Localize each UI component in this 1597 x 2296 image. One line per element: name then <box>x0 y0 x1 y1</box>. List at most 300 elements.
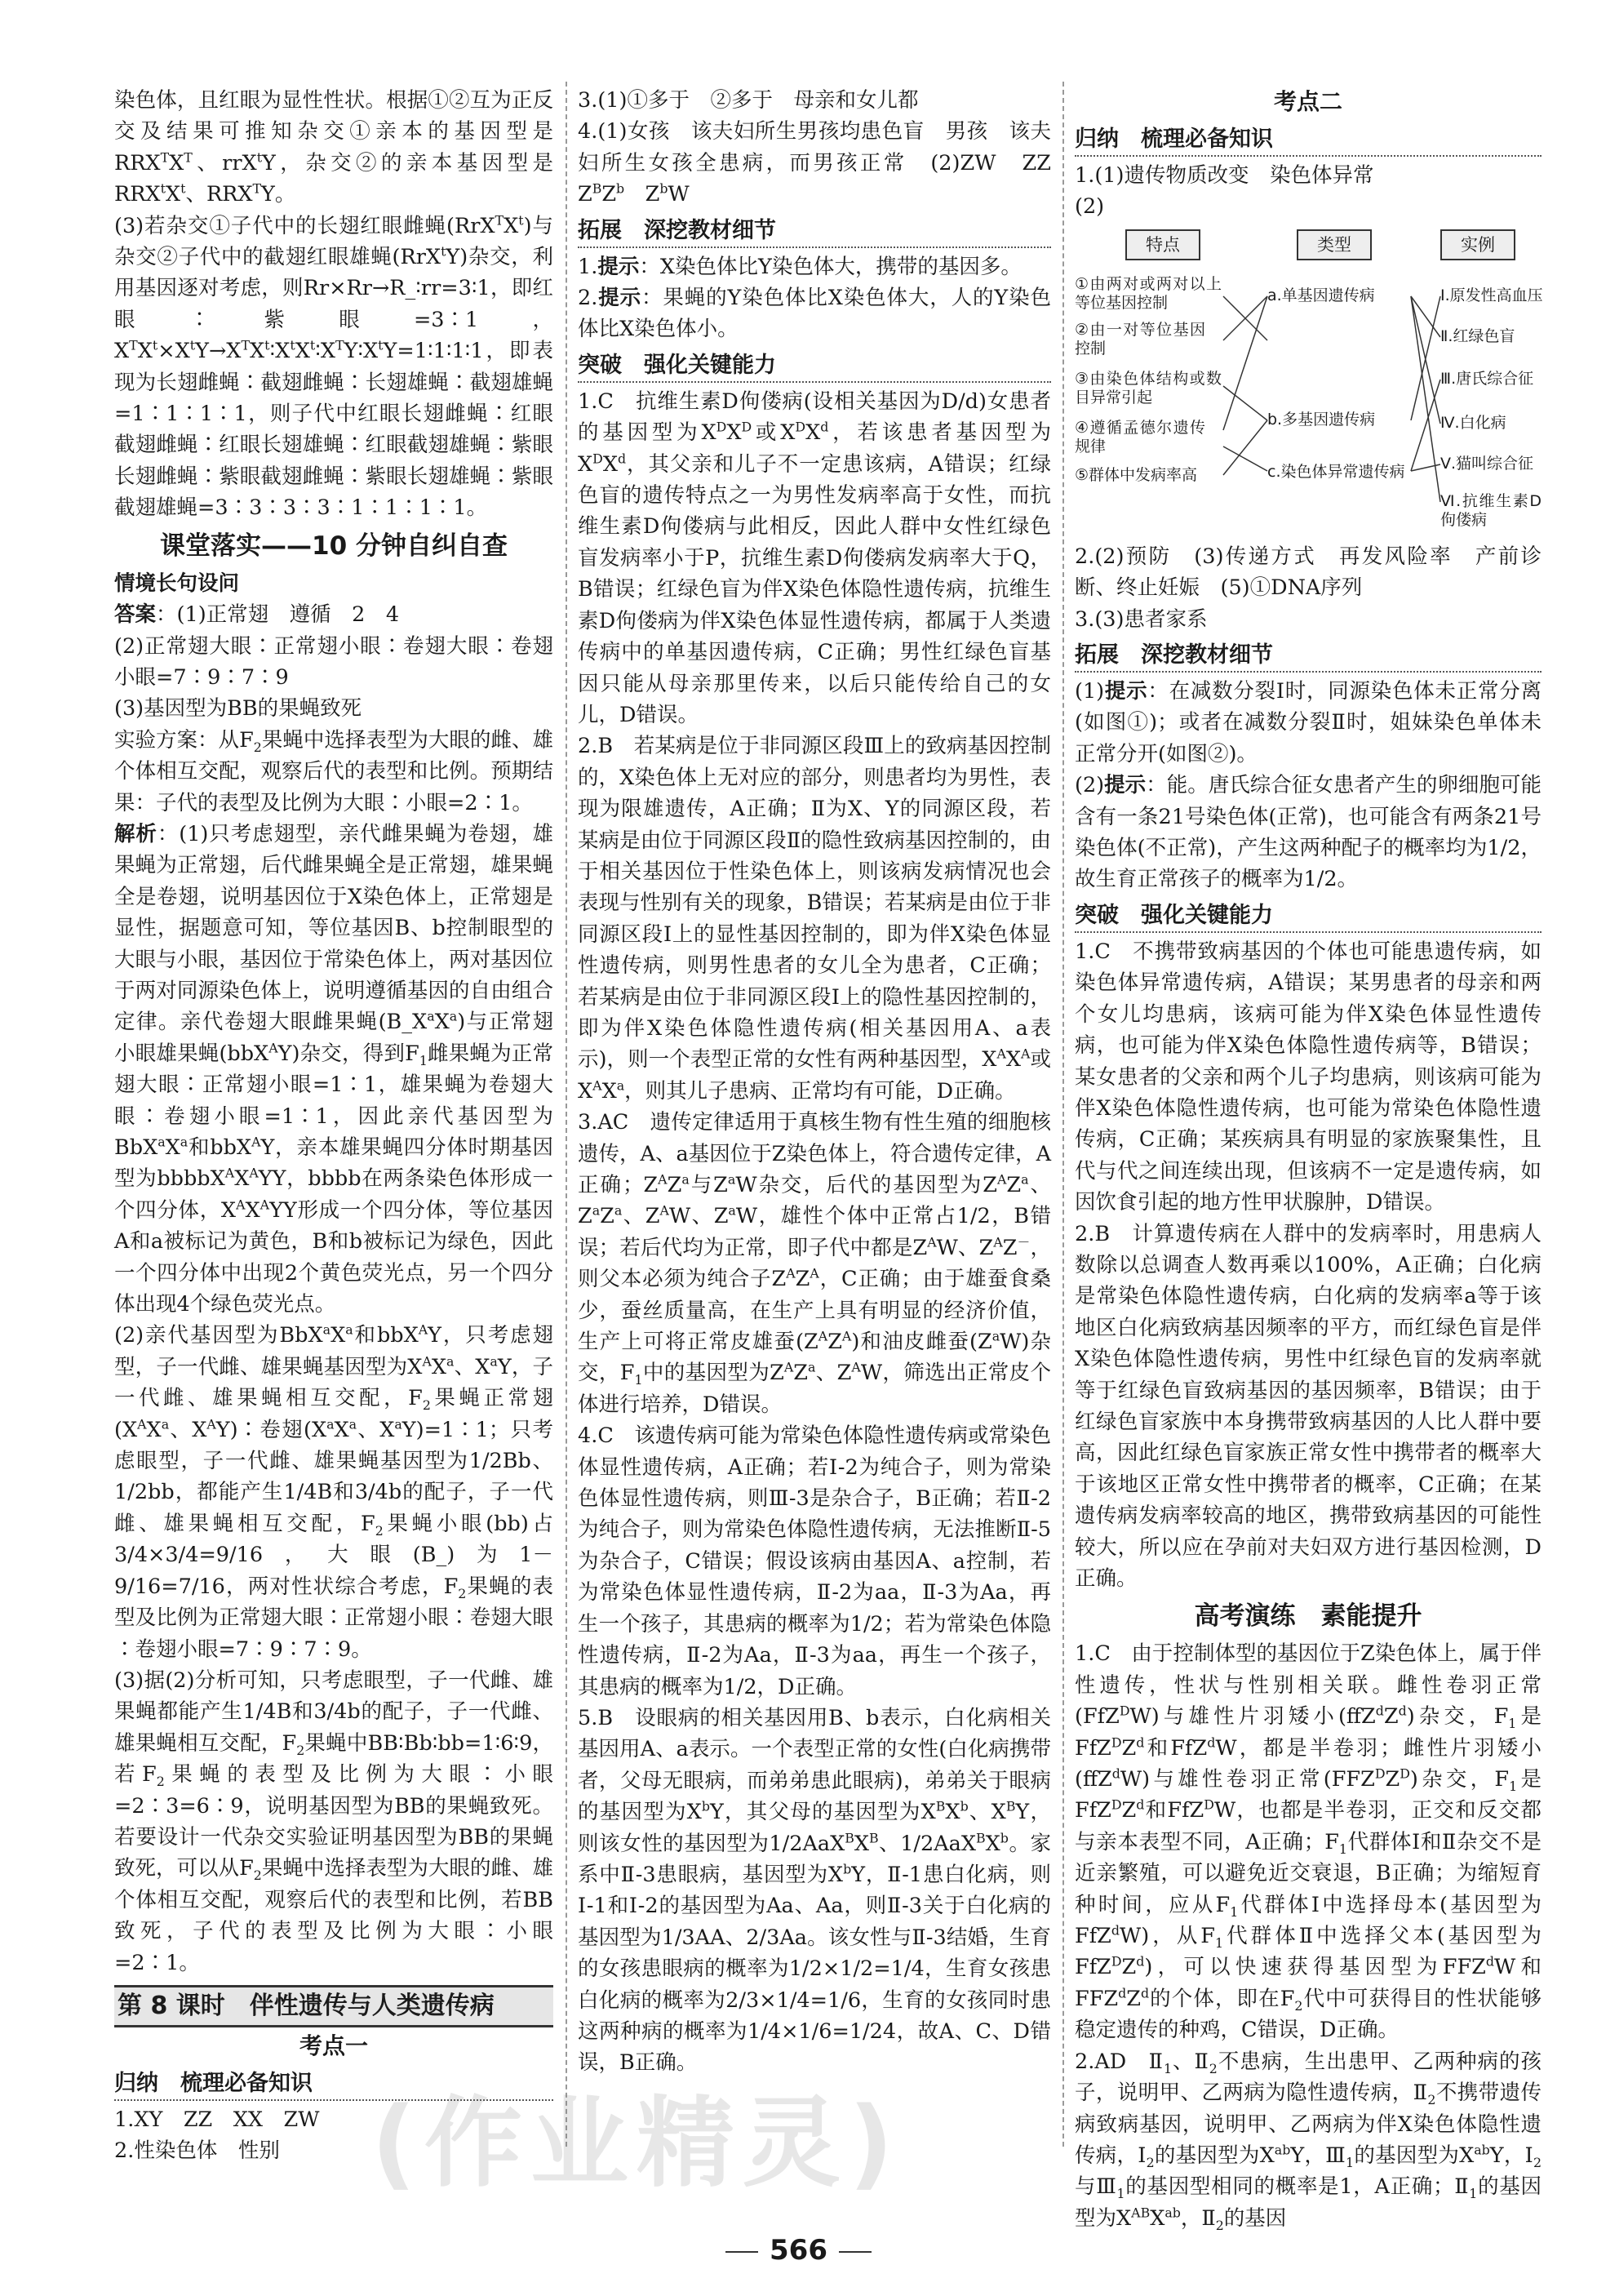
text: X <box>805 420 821 446</box>
superscript: D <box>1400 1765 1410 1782</box>
superscript: a <box>728 1202 736 1219</box>
superscript: A <box>818 1328 828 1344</box>
diagram-example-1: Ⅰ.原发性高血压 <box>1440 286 1543 304</box>
text: X <box>146 1417 162 1442</box>
superscript: t <box>180 180 186 197</box>
superscript: A <box>927 1234 937 1250</box>
text: X <box>165 1135 180 1160</box>
section-heading-summary: 归纳 梳理必备知识 <box>114 2068 553 2101</box>
superscript: D <box>592 451 603 467</box>
text: )杂交，F <box>1409 1767 1510 1792</box>
text: 、X <box>357 1417 395 1442</box>
text: X <box>137 339 153 364</box>
hint-label: 提示 <box>597 254 640 279</box>
text: 1.C 抗维生素D佝偻病(设相关基因为D/d)女患者的基因型为X <box>578 389 1051 446</box>
text: X <box>334 1417 349 1442</box>
question-answer-2 <box>578 731 1051 1107</box>
text: Z <box>667 1173 682 1197</box>
text: Z <box>1383 1704 1399 1730</box>
page-number-rule <box>839 2251 872 2253</box>
text: Z <box>795 1267 810 1292</box>
superscript: d <box>1398 1703 1407 1719</box>
text: X <box>985 1831 1000 1856</box>
superscript: B <box>869 1830 879 1846</box>
superscript: b <box>843 1861 852 1877</box>
watermark: (作业精灵) <box>371 2087 902 2201</box>
subscript: 2 <box>422 1397 431 1414</box>
subscript: 2 <box>1533 2155 1542 2170</box>
answer-4 <box>114 725 553 819</box>
text: Y)杂交，得到F <box>277 1041 419 1066</box>
superscript: B <box>935 1798 946 1814</box>
text: W <box>668 182 690 207</box>
diagram-feature-1: ①由两对或两对以上等位基因控制 <box>1075 274 1222 312</box>
text: 、Z <box>815 1361 852 1386</box>
text: 不携带遗传病致病基因，说明甲、乙两病为伴X染色体隐性遗传病，Ⅰ <box>1075 2081 1542 2168</box>
question-answer-5 <box>578 1703 1051 2079</box>
text: 代群体Ⅱ中选择父本(基因型为FfZ <box>1075 1924 1542 1980</box>
superscript: A <box>206 1416 216 1432</box>
superscript: A <box>783 1359 794 1375</box>
subheading-situation: 情境长句设问 <box>114 571 240 596</box>
superscript: a <box>427 1008 435 1024</box>
text: X <box>601 1078 617 1104</box>
text: X <box>431 1354 447 1379</box>
question-answer-4: 4.C 该遗传病可能为常染色体隐性遗传病或常染色体显性遗传病，A正确；若Ⅰ-2为纯合子，则为常染色体显性遗传病，则Ⅲ-3是杂合子，B正确；若Ⅱ-2为纯合子，则为常染色体隐性遗传病，无法推断Ⅱ-5为杂合子，C错误；假设该病由基因A、a控制，若为常染色体显性遗传病，Ⅱ-2为aa，Ⅱ-3为Aa，再生一个孩子，其患病的概率为1/2；若为常染色体隐性遗传病，Ⅱ-2为Aa，Ⅱ-3为aa，再生一个孩子，其患病的概率为1/2，D正确。 <box>578 1423 1051 1699</box>
text: X <box>234 1166 250 1192</box>
text: 代群体Ⅰ中选择母本(基因型为FfZ <box>1075 1892 1542 1949</box>
text: X <box>726 420 742 446</box>
paragraph <box>114 85 553 211</box>
superscript: A <box>659 1202 669 1219</box>
superscript: T <box>335 337 344 353</box>
answer-label: 答案 <box>114 602 157 628</box>
superscript: A <box>249 1165 259 1181</box>
text: ：(1)正常翅 遵循 2 4 <box>156 602 400 628</box>
text: Z <box>1121 1735 1137 1761</box>
superscript: d <box>1118 1985 1127 2001</box>
superscript: d <box>1111 1765 1120 1782</box>
text: )与杂交②子代中的截翅红眼雄蝇(RrX <box>114 213 553 270</box>
text: Y，杂交②的亲本基因型是RRX <box>114 150 553 207</box>
text: Y，Ⅰ <box>1489 2143 1533 2168</box>
text: 不患病，生出患甲、乙两种病的孩子，说明甲、乙两病为隐性遗传病，Ⅱ <box>1075 2049 1542 2106</box>
superscript: T <box>184 149 193 166</box>
text: 染色体，且红眼为显性性状。根据①②互为正反交及结果可推知杂交①亲本的基因型是RRX <box>114 88 553 175</box>
text: ：果蝇的Y染色体比X染色体大，人的Y染色体比X染色体小。 <box>578 286 1051 342</box>
text: X <box>165 182 181 207</box>
text: (2)亲代基因型为BbX <box>114 1323 323 1348</box>
superscript: A <box>418 1321 428 1338</box>
text: 或X <box>578 1047 1051 1104</box>
superscript: B <box>1005 1798 1016 1814</box>
page-number-rule <box>725 2251 758 2253</box>
superscript: A <box>236 1197 246 1213</box>
text: X <box>169 150 184 175</box>
diagram-example-5: Ⅴ.猫叫综合征 <box>1440 454 1534 473</box>
superscript: B <box>976 1830 986 1846</box>
text: 代群体Ⅰ和Ⅱ杂交不是近亲繁殖，可以避免近交衰退，B正确；为缩短育种时间，应从F <box>1075 1829 1542 1917</box>
text: 的基因 <box>1223 2205 1287 2231</box>
superscript: t <box>518 212 524 229</box>
text: X <box>434 1010 450 1035</box>
diagram-feature-3: ③由染色体结构或数目异常引起 <box>1075 369 1222 406</box>
paragraph <box>114 211 553 524</box>
text: 的基因型为X <box>1154 2143 1275 2168</box>
text: ∶X <box>315 339 335 364</box>
text: Y，子一代雌、雄果蝇相互交配，F <box>114 1354 554 1411</box>
text: Y，Ⅱ-1患白化病，则Ⅰ-1和Ⅰ-2的基因型为Aa、Aa，则Ⅱ-3关于白化病的基因型为1/3AA、2/3Aa。该女性与Ⅱ-3结婚，生育的女孩患眼病的概率为1/2×1/2=1/4，生育女孩患白化病的概率为2/3×1/4=1/6，生育的女孩同时患这两种病的概率为1/4×1/6=1/24，故A、C、D错误，B正确。 <box>578 1862 1051 2076</box>
superscript: d <box>1375 1703 1384 1719</box>
superscript: T <box>241 337 251 353</box>
subscript: 1 <box>634 1372 643 1388</box>
subscript: 1 <box>1230 1903 1239 1920</box>
section-heading-breakthrough: 突破 强化关键能力 <box>578 350 1051 383</box>
answer-2: (2)正常翅大眼∶正常翅小眼∶卷翅大眼∶卷翅小眼=7∶9∶7∶9 <box>114 633 553 690</box>
superscript: d <box>1136 1734 1145 1751</box>
superscript: d <box>1140 1985 1150 2001</box>
superscript: T <box>495 212 504 229</box>
subscript: 1 <box>1116 2186 1125 2202</box>
superscript: a <box>808 1359 816 1375</box>
superscript: b <box>701 1798 710 1814</box>
text: Y)=1∶1；只考虑眼型，子一代雌、雄果蝇基因型为1/2Bb、1/2bb，都能产生1/4B和3/4b的配子，子一代雌、雄果蝇相互交配，F <box>114 1417 553 1536</box>
superscript: AB <box>1131 2205 1151 2221</box>
superscript: B <box>592 180 602 197</box>
list-item: 2.性染色体 性别 <box>114 2138 280 2164</box>
text: Y=1∶1∶1∶1，即表现为长翅雌蝇∶截翅雌蝇∶长翅雄蝇∶截翅雄蝇=1∶1∶1∶1，则子代中红眼长翅雌蝇∶红眼截翅雌蝇∶红眼长翅雄蝇∶红眼截翅雄蝇∶紫眼长翅雌蝇∶紫眼截翅雌蝇∶紫眼长翅雄蝇∶紫眼截翅雄蝇=3∶3∶3∶3∶1∶1∶1∶1。 <box>114 339 553 521</box>
hint-label: 提示 <box>597 286 641 311</box>
text: Y，亲本雄果蝇四分体时期基因型为bbbbX <box>114 1135 553 1192</box>
text: Z <box>1006 1173 1022 1197</box>
subscript: 1 <box>1214 1935 1224 1952</box>
question-answer-3 <box>578 1107 1051 1420</box>
superscript: b <box>1000 1830 1009 1846</box>
diagram-example-2: Ⅱ.红绿色盲 <box>1440 326 1515 345</box>
text: 和bbX <box>188 1135 252 1160</box>
text: 2. <box>578 286 598 311</box>
superscript: － <box>1017 1234 1031 1250</box>
superscript: a <box>991 1328 1000 1344</box>
text: ，则其儿子患病、正常均有可能，D正确。 <box>624 1078 1016 1104</box>
text: W、Z <box>668 1204 729 1229</box>
text: Y)杂交，利用基因逐对考虑，则Rr×Rr→R_∶rr=3∶1，即红眼∶紫眼=3∶1，X <box>114 245 553 364</box>
text: 4.(1)女孩 该夫妇所生男孩均患色盲 男孩 该夫妇所生女孩全患病，而男孩正常 (2)ZW ZZ Z <box>578 119 1072 207</box>
text: 、X <box>454 1354 490 1379</box>
text: ：X染色体比Y染色体大，携带的基因多。 <box>639 254 1022 279</box>
hint-item <box>1075 770 1542 895</box>
text: 的基因型为X <box>1354 2143 1475 2168</box>
superscript: a <box>681 1171 690 1188</box>
diagram-header-example: 实例 <box>1440 229 1515 260</box>
text: Y)∶卷翅(X <box>215 1417 327 1442</box>
text: 果蝇中选择表型为大眼的雌、雄个体相互交配，观察后代的表型和比例。预期结果：子代的表型及比例为大眼∶小眼=2∶1。 <box>114 727 553 815</box>
text: (1) <box>1075 679 1105 704</box>
topic-heading-1: 考点一 <box>299 2032 368 2059</box>
text: 果蝇正常翅(X <box>114 1386 553 1442</box>
section-heading-exam-practice: 高考演练 素能提升 <box>1194 1601 1422 1632</box>
exam-answer-2 <box>1075 2046 1542 2234</box>
superscript: b <box>616 180 625 197</box>
text: 果蝇的表型及比例为正常翅大眼∶正常翅小眼∶卷翅大眼∶卷翅小眼=7∶9∶7∶9。 <box>114 1574 553 1662</box>
text: W)与雄性片羽矮小(ffZ <box>1129 1704 1376 1730</box>
text: W)杂交，F <box>578 1330 1051 1386</box>
text: Y，其父母的基因型为X <box>709 1800 936 1825</box>
text: X <box>503 213 519 238</box>
diagram-header-feature: 特点 <box>1125 229 1200 260</box>
superscript: D <box>1111 1734 1122 1751</box>
superscript: A <box>996 1046 1006 1062</box>
subscript: 2 <box>296 1742 305 1758</box>
superscript: t <box>189 337 196 353</box>
topic-heading-2: 考点二 <box>1273 88 1342 115</box>
text: W、Z <box>936 1235 994 1260</box>
text: YY，bbbb在两条染色体形成一个四分体，X <box>114 1166 554 1223</box>
text: W杂交，后代的基因型为Z <box>735 1173 997 1197</box>
text: Z <box>601 182 617 207</box>
subscript: 2 <box>253 739 262 755</box>
superscript: t <box>264 337 270 353</box>
superscript: a <box>348 1416 357 1432</box>
page-number-text: 566 <box>770 2234 827 2267</box>
superscript: A <box>422 1353 432 1370</box>
subscript: 2 <box>458 1585 467 1601</box>
text: ：(1)只考虑翅型，亲代雌果蝇为卷翅，雄果蝇为正常翅，后代雌果蝇全是正常翅，雄果蝇全是卷翅，说明基因位于X染色体上，正常翅是显性，据题意可知，等位基因B、b控制眼型的大眼与小眼，基因位于常染色体上，两对基因位于两对同源染色体上，说明遵循基因的自由组合定律。亲代卷翅大眼雌果蝇(B_X <box>114 821 553 1035</box>
text: W，也都是半卷羽，正交和反交都与亲本表型不同，A正确；F <box>1075 1798 1542 1854</box>
text: X <box>330 1323 346 1348</box>
text: )和油皮雌蚕(Z <box>851 1330 992 1355</box>
text: 2.AD Ⅱ <box>1075 2049 1164 2074</box>
superscript: A <box>1021 1046 1031 1062</box>
text: 或X <box>752 420 796 446</box>
text: 果蝇中选择表型为大眼的雌、雄个体相互交配，观察后代的表型和比例，若BB致死，子代的表型及比例为大眼∶小眼=2∶1。 <box>114 1856 553 1975</box>
text: ，若该患者基因型为X <box>578 420 1051 477</box>
text: 2.B 若某病是位于非同源区段Ⅲ上的致病基因控制的，X染色体上无对应的部分，则患者均为男性，表现为限雄遗传，A正确；Ⅱ为X、Y的同源区段，若某病是由位于同源区段Ⅱ的隐性致病基因控制的，由于相关基因位于性染色体上，则该病发病情况也会表现与性别有关的现象，B错误；若某病是由位于非同源区段Ⅰ上的显性基因控制的，即为伴X染色体显性遗传病，则男性患者的女儿全为患者，C正确；若某病是由位于非同源区段Ⅰ上的隐性基因控制的，即为伴X染色体隐性遗传病(相关基因用A、a表示)，则一个表型正常的女性有两种基因型，X <box>578 734 1051 1073</box>
text: 1.C 由于控制体型的基因位于Z染色体上，属于伴性遗传，性状与性别相关联。雌性卷羽正常(FfZ <box>1075 1641 1542 1730</box>
superscript: a <box>616 1077 625 1094</box>
diagram-example-6: Ⅵ.抗维生素D佝偻病 <box>1440 491 1542 529</box>
superscript: a <box>322 1321 331 1338</box>
text: 1. <box>578 254 598 279</box>
page-number <box>0 2234 1597 2267</box>
text: Z <box>1126 1986 1141 2011</box>
text: 、X <box>169 1417 207 1442</box>
text: 果蝇小眼(bb)占3/4×3/4=9/16，大眼(B_)为1－9/16=7/16，两对性状综合考虑，F <box>114 1511 553 1599</box>
subscript: 1 <box>1163 2060 1173 2076</box>
superscript: a <box>490 1353 498 1370</box>
text: 和FfZ <box>1144 1798 1204 1823</box>
lesson-title: 第 8 课时 伴性遗传与人类遗传病 <box>114 1985 553 2027</box>
column-divider-1 <box>566 82 567 2147</box>
column-left <box>114 85 553 2167</box>
superscript: t <box>378 337 384 353</box>
superscript: t <box>256 149 263 166</box>
text: 、rrX <box>192 150 257 175</box>
superscript: d <box>1485 1953 1495 1970</box>
answer-1 <box>114 599 553 630</box>
superscript: D <box>1204 1796 1214 1813</box>
superscript: d <box>617 451 627 467</box>
explanation-2 <box>114 1320 553 1664</box>
text: 、Ⅱ <box>1172 2049 1209 2074</box>
explanation-label: 解析 <box>114 821 157 846</box>
superscript: a <box>345 1321 353 1338</box>
subscript: 2 <box>1215 2217 1224 2233</box>
text: 果蝇的表型及比例为大眼∶小眼=2∶3=6∶9，说明基因型为BB的果蝇致死。若要设计一代杂交实验证明基因型为BB的果蝇致死，可以从F <box>114 1762 553 1881</box>
list-item: 3.(3)患者家系 <box>1075 606 1208 632</box>
superscript: t <box>160 180 166 197</box>
text: 。家系中Ⅱ-3患眼病，基因型为X <box>578 1831 1051 1887</box>
superscript: A <box>993 1234 1003 1250</box>
superscript: a <box>326 1416 335 1432</box>
section-heading-summary: 归纳 梳理必备知识 <box>1075 124 1542 157</box>
text: (3)据(2)分析可知，只考虑眼型，子一代雌、雄果蝇都能产生1/4B和3/4b的配子，子一代雌、雄果蝇相互交配，F <box>114 1668 553 1756</box>
diagram-type-c: c.染色体异常遗传病 <box>1267 462 1405 481</box>
subscript: 2 <box>253 1867 262 1884</box>
list-item: (2) <box>1075 194 1105 220</box>
superscript: a <box>157 1134 166 1150</box>
diagram-feature-5: ⑤群体中发病率高 <box>1075 465 1198 484</box>
superscript: ab <box>1274 2142 1291 2158</box>
superscript: a <box>446 1353 455 1370</box>
text: ：在减数分裂Ⅰ时，同源染色体未正常分离(如图①)；或者在减数分裂Ⅱ时，姐妹染色单体未正常分开(如图②)。 <box>1075 679 1542 766</box>
text: 的个体，即在F <box>1149 1986 1295 2011</box>
text: ，其父亲和儿子不一定患该病，A错误；红绿色盲的遗传特点之一为男性发病率高于女性，而抗维生素D佝偻病与此相反，因此人群中女性红绿色盲发病率小于P，抗维生素D佝偻病发病率大于Q，B错误；红绿色盲为伴X染色体隐性遗传病，抗维生素D佝偻病为伴X染色体显性遗传病，都属于人类遗传病中的单基因遗传病，C正确；男性红绿色盲基因只能从母亲那里传来，以后只能传给自己的女儿，D错误。 <box>578 451 1051 727</box>
text: Z <box>793 1361 808 1386</box>
diagram-feature-4: ④遵循孟德尔遗传规律 <box>1075 418 1205 455</box>
superscript: T <box>252 180 262 197</box>
question-answer-2: 2.B 计算遗传病在人群中的发病率时，用患病人数除以总调查人数再乘以100%，A正确；白化病是常染色体隐性遗传病，白化病的发病率a等于该地区白化病致病基因频率的平方，而红绿色盲是伴X染色体隐性遗传病，男性中红绿色盲的发病率就等于红绿色盲致病基因的基因频率，B错误；由于红绿色盲家族中本身携带致病基因的人比人群中要高，因此红绿色盲家族正常女性中携带者的概率大于该地区正常女性中携带者的概率，C正确；在某遗传病发病率较高的地区，携带致病基因的可能性较大，所以应在孕前对夫妇双方进行基因检测，D正确。 <box>1075 1221 1542 1591</box>
text: 是FfZ <box>1075 1704 1542 1761</box>
subscript: 2 <box>375 1522 384 1539</box>
text: 、X <box>968 1800 1006 1825</box>
superscript: A <box>592 1077 602 1094</box>
text: W)与雄性卷羽正常(FFZ <box>1120 1767 1375 1792</box>
column-right <box>1075 85 1542 2234</box>
superscript: a <box>394 1416 402 1432</box>
text: 实验方案：从F <box>114 727 254 753</box>
superscript: A <box>260 1197 270 1213</box>
text: Z <box>624 182 660 207</box>
diagram-example-4: Ⅳ.白化病 <box>1440 413 1506 432</box>
subscript: 1 <box>1346 2155 1355 2170</box>
superscript: A <box>810 1265 819 1281</box>
superscript: d <box>1136 1796 1145 1813</box>
text: 果蝇中BB∶Bb∶bb=1∶6∶9，若F <box>114 1730 553 1788</box>
answer-item: 3.(1)①多于 ②多于 母亲和女儿都 <box>578 88 919 113</box>
subscript: 1 <box>419 1052 428 1068</box>
superscript: t <box>290 337 295 353</box>
question-answer-1 <box>578 386 1051 731</box>
superscript: a <box>1021 1171 1029 1188</box>
superscript: D <box>716 419 727 435</box>
diagram-type-a: a.单基因遗传病 <box>1267 286 1375 304</box>
text: )杂交，F <box>1406 1704 1509 1730</box>
superscript: D <box>1119 1703 1130 1719</box>
subscript: 2 <box>1209 2060 1218 2076</box>
text: )，可以快速获得基因型为FFZ <box>1144 1955 1486 1980</box>
explanation-1 <box>114 819 553 1321</box>
text: 、RRX <box>185 182 253 207</box>
superscript: a <box>449 1008 458 1024</box>
superscript: A <box>658 1171 668 1188</box>
text: 雌果蝇为正常翅大眼∶正常翅小眼=1∶1，雄果蝇为卷翅大眼∶卷翅小眼=1∶1，因此亲代基因型为BbX <box>114 1041 553 1160</box>
superscript: T <box>129 337 138 353</box>
superscript: d <box>1136 1953 1145 1970</box>
subscript: 1 <box>1469 2186 1478 2202</box>
superscript: D <box>795 419 806 435</box>
subscript: 1 <box>1338 1841 1347 1857</box>
text: W和FFZ <box>1075 1955 1542 2011</box>
text: 中的基因型为Z <box>642 1361 784 1386</box>
superscript: t <box>309 337 316 353</box>
hint-item <box>1075 676 1542 770</box>
superscript: A <box>996 1171 1007 1188</box>
text: X <box>602 451 618 477</box>
text: 、Z <box>622 1204 660 1229</box>
text: Z <box>600 1204 614 1229</box>
text: Y→X <box>195 339 242 364</box>
superscript: t <box>152 337 158 353</box>
text: X <box>945 1800 960 1825</box>
text: (3)若杂交①子代中的长翅红眼雌蝇(RrX <box>114 213 495 238</box>
text: Z <box>1385 1767 1400 1792</box>
text: Z <box>1121 1798 1137 1823</box>
hint-item <box>578 282 1051 345</box>
diagram-header-type: 类型 <box>1297 229 1372 260</box>
subscript: 2 <box>1427 2092 1436 2108</box>
text: 是FfZ <box>1075 1767 1542 1823</box>
text: W，都是半卷羽；雌性片羽矮小(ffZ <box>1075 1735 1542 1792</box>
text: ，Ⅱ <box>1180 2205 1216 2231</box>
diagram-type-b: b.多基因遗传病 <box>1267 410 1376 429</box>
superscript: A <box>137 1416 147 1432</box>
subscript: 2 <box>1294 1997 1303 2014</box>
section-heading-class-check: 课堂落实——10 分钟自纠自查 <box>160 531 508 561</box>
superscript: b <box>659 180 668 197</box>
subscript: 1 <box>1509 1779 1518 1795</box>
superscript: A <box>268 1040 278 1056</box>
superscript: a <box>727 1171 736 1188</box>
text: W，雄性个体中正常占1/2，B错误；若后代均为正常，即子代中都是Z <box>578 1204 1051 1260</box>
list-item: 1.(1)遗传物质改变 染色体异常 <box>1075 163 1374 188</box>
text: 、Z <box>578 1173 1052 1229</box>
exam-answer-1 <box>1075 1638 1542 2045</box>
superscript: a <box>592 1202 601 1219</box>
text: 与Ⅲ <box>1075 2174 1117 2200</box>
text: X <box>854 1831 869 1856</box>
text: 和bbX <box>353 1323 419 1348</box>
hint-item <box>578 251 1051 282</box>
text: Y，只考虑翅型，子一代雌、雄果蝇基因型为X <box>114 1323 553 1379</box>
text: ：能。唐氏综合征女患者产生的卵细胞可能含有一条21号染色体(正常)，也可能含有两条21号染色体(不正常)，产生这两种配子的概率均为1/2，故生育正常孩子的概率为1/2。 <box>1075 773 1542 892</box>
hint-label: 提示 <box>1104 679 1148 704</box>
text: YY形成一个四分体，等位基因A和a被标记为黄色，B和b被标记为绿色，因此一个四分体中出现2个黄色荧光点，另一个四分体出现4个绿色荧光点。 <box>114 1197 554 1317</box>
answer-item <box>578 116 1072 210</box>
superscript: ab <box>1164 2205 1181 2221</box>
text: 的基因型为X <box>1075 2174 1542 2231</box>
text: 、1/2AaX <box>878 1831 977 1856</box>
section-heading-extend: 拓展 深挖教材细节 <box>1075 640 1542 673</box>
superscript: d <box>820 419 829 435</box>
text: (2) <box>1075 773 1105 798</box>
text: Y，Ⅲ <box>1290 2143 1346 2168</box>
superscript: d <box>1111 1922 1120 1938</box>
subscript: 2 <box>156 1774 165 1790</box>
text: 代中可获得目的性状能够稳定遗传的种鸡，C错误，D正确。 <box>1075 1986 1542 2043</box>
superscript: D <box>741 419 752 435</box>
answer-3: (3)基因型为BB的果蝇致死 <box>114 696 362 722</box>
